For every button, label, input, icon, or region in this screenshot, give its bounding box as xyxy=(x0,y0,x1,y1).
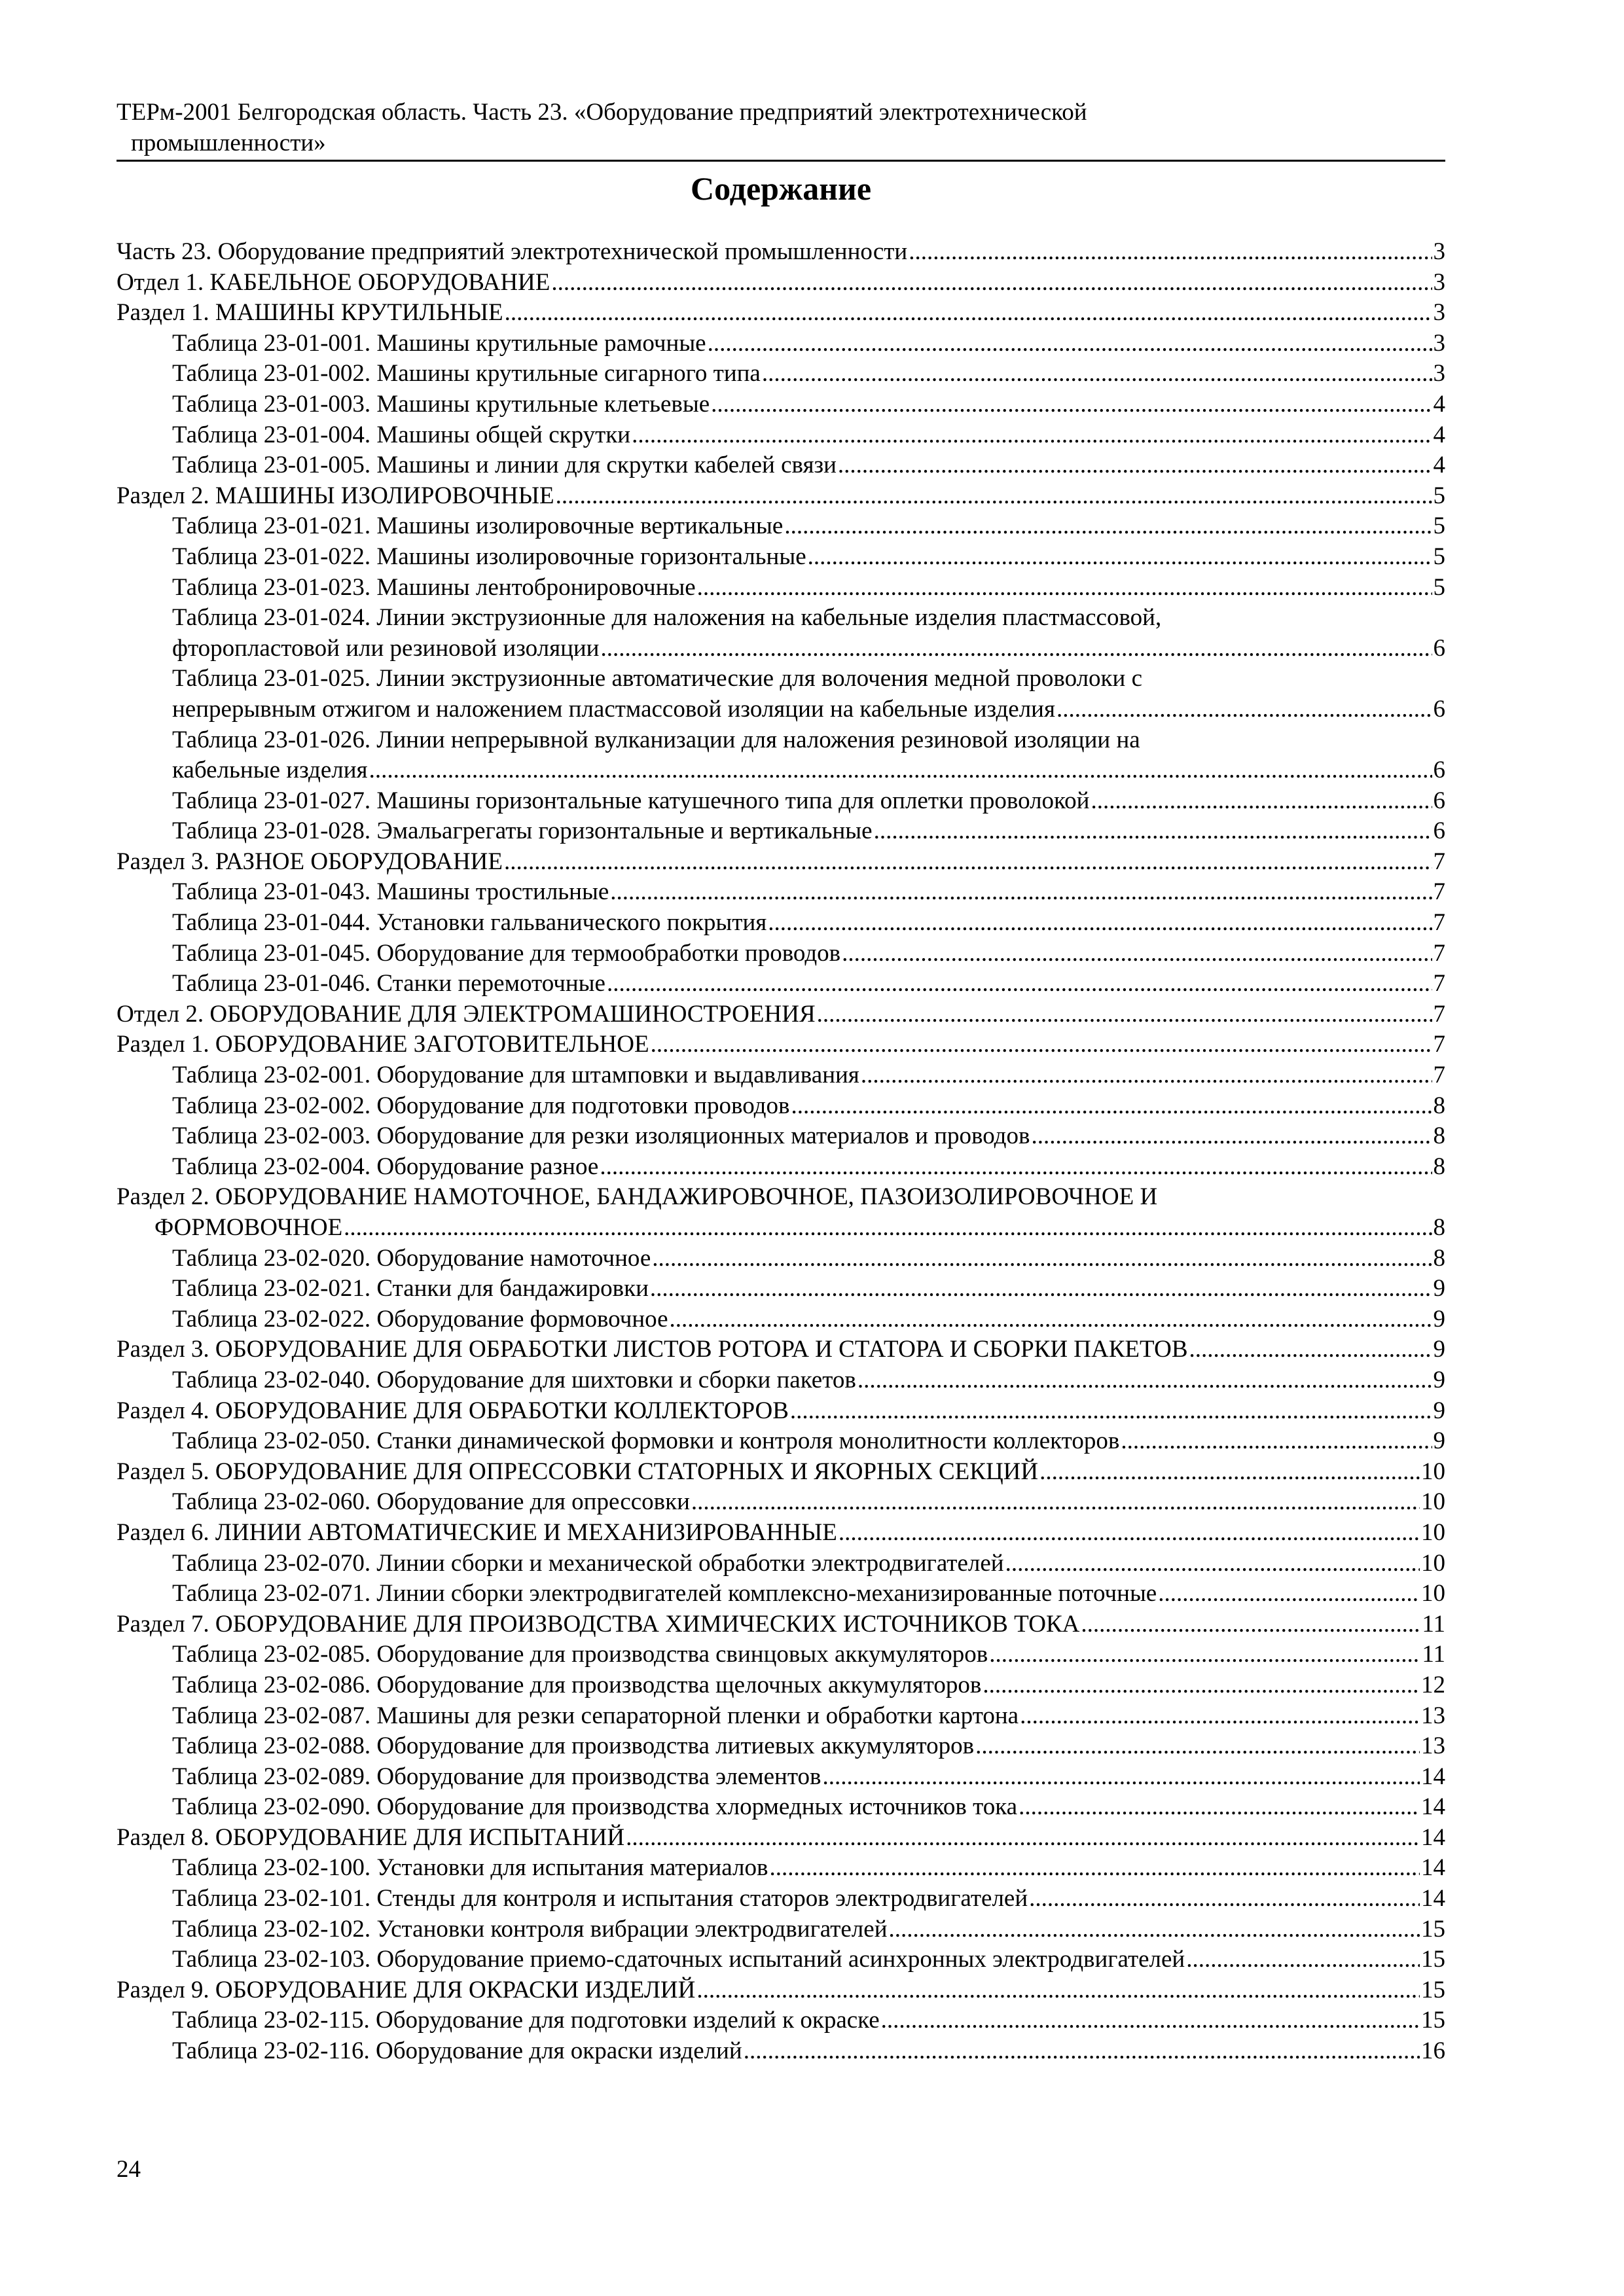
dot-leader xyxy=(823,1762,1420,1793)
page-number: 24 xyxy=(117,2156,141,2183)
dot-leader xyxy=(744,2036,1420,2067)
dot-leader xyxy=(632,420,1432,451)
toc-entry-title: Отдел 1. КАБЕЛЬНОЕ ОБОРУДОВАНИЕ xyxy=(117,268,550,296)
toc-page-number: 10 xyxy=(1421,1580,1445,1607)
toc-table-entry[interactable] xyxy=(117,1060,1445,1091)
toc-page-number: 8 xyxy=(1433,1092,1445,1119)
toc-page-number: 3 xyxy=(1433,238,1445,265)
dot-leader xyxy=(651,1030,1432,1060)
toc-entry-title: Таблица 23-02-087. Машины для резки сепараторной пленки и обработки картона xyxy=(172,1702,1019,1729)
toc-page-number: 11 xyxy=(1422,1610,1445,1638)
toc-page-number: 4 xyxy=(1433,421,1445,448)
toc-page-number: 3 xyxy=(1433,360,1445,387)
toc-table-entry[interactable] xyxy=(117,573,1445,603)
dot-leader xyxy=(1056,694,1432,725)
toc-entry-title: Таблица 23-01-023. Машины лентобронировочные xyxy=(172,573,696,601)
header-line-2: промышленности» xyxy=(131,130,326,156)
toc-page-number: 10 xyxy=(1421,1518,1445,1546)
toc-table-entry[interactable] xyxy=(117,1670,1445,1701)
toc-page-number: 6 xyxy=(1433,634,1445,662)
dot-leader xyxy=(1158,1579,1420,1609)
toc-page-number: 3 xyxy=(1433,329,1445,357)
toc-entry-title: Таблица 23-02-088. Оборудование для производства литиевых аккумуляторов xyxy=(172,1732,975,1760)
toc-entry-title: Таблица 23-02-004. Оборудование разное xyxy=(172,1153,599,1180)
toc-page-number: 14 xyxy=(1421,1823,1445,1851)
dot-leader xyxy=(607,969,1432,999)
toc-table-entry[interactable] xyxy=(117,1244,1445,1274)
toc-table-entry[interactable] xyxy=(117,450,1445,481)
toc-table-entry[interactable] xyxy=(117,2036,1445,2067)
dot-leader xyxy=(1121,1426,1432,1457)
toc-entry-title: Отдел 2. ОБОРУДОВАНИЕ ДЛЯ ЭЛЕКТРОМАШИНОСТРОЕНИЯ xyxy=(117,1000,816,1028)
toc-section-entry[interactable] xyxy=(117,1975,1445,2006)
toc-entry-title: Таблица 23-02-071. Линии сборки электродвигателей комплексно-механизированные поточные xyxy=(172,1580,1157,1607)
toc-page-number: 4 xyxy=(1433,452,1445,479)
toc-page-number: 7 xyxy=(1433,1031,1445,1058)
dot-leader xyxy=(610,877,1432,908)
toc-table-entry[interactable] xyxy=(117,664,1445,725)
toc-table-entry[interactable] xyxy=(117,786,1445,817)
table-of-contents xyxy=(117,237,1445,2067)
toc-page-number: 10 xyxy=(1421,1458,1445,1485)
toc-table-entry[interactable] xyxy=(117,1884,1445,1914)
dot-leader xyxy=(551,268,1432,298)
toc-table-entry[interactable] xyxy=(117,1365,1445,1396)
toc-section-entry[interactable] xyxy=(117,1396,1445,1427)
dot-leader xyxy=(1020,1701,1420,1732)
toc-page-number: 15 xyxy=(1421,1976,1445,2003)
dot-leader xyxy=(600,1152,1432,1183)
dot-leader xyxy=(791,1091,1432,1122)
toc-page-number: 8 xyxy=(1433,1122,1445,1150)
toc-section-entry[interactable] xyxy=(117,1030,1445,1060)
toc-section-entry[interactable] xyxy=(117,268,1445,298)
toc-page-number: 8 xyxy=(1433,1214,1445,1241)
toc-entry-title: Таблица 23-01-024. Линии экструзионные для наложения на кабельные изделия пластмассовой, xyxy=(172,604,1162,632)
toc-page-number: 6 xyxy=(1433,695,1445,723)
toc-entry-title: Таблица 23-02-115. Оборудование для подготовки изделий к окраске xyxy=(172,2007,880,2034)
dot-leader xyxy=(652,1244,1432,1274)
toc-table-entry[interactable] xyxy=(117,359,1445,389)
toc-table-entry[interactable] xyxy=(117,603,1445,664)
toc-table-entry[interactable] xyxy=(117,389,1445,420)
dot-leader xyxy=(889,1914,1420,1945)
toc-page-number: 6 xyxy=(1433,757,1445,784)
dot-leader xyxy=(556,481,1432,512)
toc-entry-title: Таблица 23-02-116. Оборудование для окраски изделий xyxy=(172,2037,742,2065)
toc-entry-title: Таблица 23-02-086. Оборудование для производства щелочных аккумуляторов xyxy=(172,1671,982,1698)
toc-table-entry[interactable] xyxy=(117,1731,1445,1762)
toc-page-number: 15 xyxy=(1421,2007,1445,2034)
toc-entry-title: Таблица 23-02-003. Оборудование для резки изоляционных материалов и проводов xyxy=(172,1122,1030,1150)
dot-leader xyxy=(504,847,1432,878)
toc-table-entry[interactable] xyxy=(117,1640,1445,1670)
toc-entry-title: Таблица 23-02-100. Установки для испытания материалов xyxy=(172,1854,768,1882)
toc-entry-title: Таблица 23-02-040. Оборудование для шихтовки и сборки пакетов xyxy=(172,1366,856,1393)
toc-entry-title: Таблица 23-02-101. Стенды для контроля и испытания статоров электродвигателей xyxy=(172,1885,1028,1912)
toc-page-number: 14 xyxy=(1421,1854,1445,1882)
toc-page-number: 8 xyxy=(1433,1244,1445,1272)
toc-page-number: 13 xyxy=(1421,1702,1445,1729)
toc-entry-title: Таблица 23-02-103. Оборудование приемо-сдаточных испытаний асинхронных электродвигателей xyxy=(172,1946,1185,1973)
toc-entry-title: Таблица 23-01-043. Машины тростильные xyxy=(172,878,609,906)
toc-entry-title: Таблица 23-01-028. Эмальагрегаты горизонтальные и вертикальные xyxy=(172,817,873,845)
toc-table-entry[interactable] xyxy=(117,1701,1445,1732)
toc-entry-title: Раздел 2. МАШИНЫ ИЗОЛИРОВОЧНЫЕ xyxy=(117,482,554,509)
toc-entry-title: Раздел 6. ЛИНИИ АВТОМАТИЧЕСКИЕ И МЕХАНИЗИРОВАННЫЕ xyxy=(117,1518,837,1546)
header-line-1: ТЕРм-2001 Белгородская область. Часть 23. «Оборудование предприятий электротехнической xyxy=(117,99,1087,126)
toc-entry-title: Раздел 1. МАШИНЫ КРУТИЛЬНЫЕ xyxy=(117,299,503,327)
dot-leader xyxy=(842,939,1432,969)
toc-entry-title: Раздел 9. ОБОРУДОВАНИЕ ДЛЯ ОКРАСКИ ИЗДЕЛИЙ xyxy=(117,1976,696,2003)
toc-entry-title: Таблица 23-01-046. Станки перемоточные xyxy=(172,970,605,997)
toc-page-number: 7 xyxy=(1433,1000,1445,1028)
toc-entry-title: Таблица 23-02-022. Оборудование формовочное xyxy=(172,1305,668,1333)
toc-section-entry[interactable] xyxy=(117,481,1445,512)
toc-entry-title: Таблица 23-02-085. Оборудование для производства свинцовых аккумуляторов xyxy=(172,1641,988,1668)
toc-entry-title: Раздел 3. ОБОРУДОВАНИЕ ДЛЯ ОБРАБОТКИ ЛИСТОВ РОТОРА И СТАТОРА И СБОРКИ ПАКЕТОВ xyxy=(117,1336,1188,1363)
running-header xyxy=(117,97,1445,158)
toc-table-entry[interactable] xyxy=(117,1549,1445,1579)
dot-leader xyxy=(601,634,1432,664)
toc-page-number: 15 xyxy=(1421,1946,1445,1973)
toc-entry-title: Таблица 23-01-044. Установки гальванического покрытия xyxy=(172,909,767,937)
toc-entry-title: Таблица 23-02-002. Оборудование для подготовки проводов xyxy=(172,1092,790,1119)
toc-page-number: 3 xyxy=(1433,299,1445,327)
toc-entry-title: Часть 23. Оборудование предприятий электротехнической промышленности xyxy=(117,238,908,265)
toc-page-number: 13 xyxy=(1421,1732,1445,1760)
toc-table-entry[interactable] xyxy=(117,2005,1445,2036)
dot-leader xyxy=(1019,1792,1420,1823)
toc-section-entry[interactable] xyxy=(117,1182,1445,1243)
toc-page-number: 7 xyxy=(1433,909,1445,937)
toc-page-number: 5 xyxy=(1433,482,1445,509)
dot-leader xyxy=(790,1396,1432,1427)
dot-leader xyxy=(839,1518,1420,1549)
toc-entry-title: Таблица 23-02-060. Оборудование для опрессовки xyxy=(172,1488,690,1516)
dot-leader xyxy=(626,1823,1420,1854)
toc-section-entry[interactable] xyxy=(117,237,1445,268)
dot-leader xyxy=(881,2005,1420,2036)
toc-entry-title: Таблица 23-02-089. Оборудование для производства элементов xyxy=(172,1763,821,1790)
toc-entry-title: Раздел 8. ОБОРУДОВАНИЕ ДЛЯ ИСПЫТАНИЙ xyxy=(117,1823,625,1851)
toc-table-entry[interactable] xyxy=(117,1091,1445,1122)
toc-page-number: 15 xyxy=(1421,1915,1445,1943)
dot-leader xyxy=(1081,1609,1420,1640)
toc-entry-title: Раздел 2. ОБОРУДОВАНИЕ НАМОТОЧНОЕ, БАНДАЖИРОВОЧНОЕ, ПАЗОИЗОЛИРОВОЧНОЕ И xyxy=(117,1183,1158,1211)
toc-entry-title: Таблица 23-02-102. Установки контроля вибрации электродвигателей xyxy=(172,1915,888,1943)
toc-page-number: 9 xyxy=(1433,1427,1445,1455)
toc-entry-title-continued: кабельные изделия xyxy=(172,757,368,784)
dot-leader xyxy=(1005,1549,1420,1579)
toc-section-entry[interactable] xyxy=(117,1518,1445,1549)
toc-table-entry[interactable] xyxy=(117,725,1445,786)
toc-page-number: 10 xyxy=(1421,1488,1445,1516)
toc-entry-title: Раздел 3. РАЗНОЕ ОБОРУДОВАНИЕ xyxy=(117,848,503,875)
toc-page-number: 7 xyxy=(1433,970,1445,997)
toc-table-entry[interactable] xyxy=(117,1426,1445,1457)
dot-leader xyxy=(857,1365,1432,1396)
toc-table-entry[interactable] xyxy=(117,1792,1445,1823)
dot-leader xyxy=(1186,1945,1420,1975)
dot-leader xyxy=(768,908,1432,939)
dot-leader xyxy=(696,1975,1420,2006)
toc-entry-title-continued: фторопластовой или резиновой изоляции xyxy=(172,634,600,662)
toc-section-entry[interactable] xyxy=(117,847,1445,878)
toc-page-number: 14 xyxy=(1421,1793,1445,1821)
dot-leader xyxy=(983,1670,1420,1701)
toc-table-entry[interactable] xyxy=(117,1579,1445,1609)
toc-entry-title: Таблица 23-02-050. Станки динамической формовки и контроля монолитности коллекторов xyxy=(172,1427,1120,1455)
dot-leader xyxy=(817,999,1432,1030)
toc-section-entry[interactable] xyxy=(117,298,1445,329)
toc-entry-title-continued: непрерывным отжигом и наложением пластмассовой изоляции на кабельные изделия xyxy=(172,695,1055,723)
toc-section-entry[interactable] xyxy=(117,1823,1445,1854)
toc-page-number: 9 xyxy=(1433,1275,1445,1302)
toc-entry-title-continued: ФОРМОВОЧНОЕ xyxy=(154,1214,343,1241)
toc-page-number: 10 xyxy=(1421,1549,1445,1577)
dot-leader xyxy=(808,542,1432,573)
toc-page-number: 12 xyxy=(1421,1671,1445,1698)
toc-table-entry[interactable] xyxy=(117,1945,1445,1975)
toc-entry-title: Раздел 4. ОБОРУДОВАНИЕ ДЛЯ ОБРАБОТКИ КОЛЛЕКТОРОВ xyxy=(117,1397,789,1424)
toc-section-entry[interactable] xyxy=(117,1457,1445,1488)
toc-page-number: 6 xyxy=(1433,787,1445,814)
toc-page-number: 8 xyxy=(1433,1153,1445,1180)
toc-page-number: 14 xyxy=(1421,1763,1445,1790)
header-rule xyxy=(117,160,1445,162)
dot-leader xyxy=(989,1640,1420,1670)
toc-entry-title: Таблица 23-01-022. Машины изолировочные горизонтальные xyxy=(172,543,806,570)
page-title: Содержание xyxy=(690,170,872,207)
dot-leader xyxy=(650,1274,1432,1304)
toc-table-entry[interactable] xyxy=(117,1853,1445,1884)
toc-table-entry[interactable] xyxy=(117,939,1445,969)
toc-table-entry[interactable] xyxy=(117,1121,1445,1152)
dot-leader xyxy=(1091,786,1432,817)
dot-leader xyxy=(697,573,1432,603)
toc-entry-title: Раздел 5. ОБОРУДОВАНИЕ ДЛЯ ОПРЕССОВКИ СТАТОРНЫХ И ЯКОРНЫХ СЕКЦИЙ xyxy=(117,1458,1039,1485)
toc-entry-title: Таблица 23-01-005. Машины и линии для скрутки кабелей связи xyxy=(172,452,837,479)
toc-entry-title: Таблица 23-01-001. Машины крутильные рамочные xyxy=(172,329,706,357)
toc-page-number: 3 xyxy=(1433,268,1445,296)
toc-entry-title: Таблица 23-02-001. Оборудование для штамповки и выдавливания xyxy=(172,1062,859,1089)
toc-page-number: 4 xyxy=(1433,390,1445,418)
toc-page-number: 16 xyxy=(1421,2037,1445,2065)
toc-page-number: 9 xyxy=(1433,1336,1445,1363)
toc-entry-title: Раздел 1. ОБОРУДОВАНИЕ ЗАГОТОВИТЕЛЬНОЕ xyxy=(117,1031,649,1058)
dot-leader xyxy=(711,389,1432,420)
toc-entry-title: Таблица 23-01-004. Машины общей скрутки xyxy=(172,421,631,448)
toc-table-entry[interactable] xyxy=(117,1152,1445,1183)
dot-leader xyxy=(838,450,1432,481)
toc-page-number: 7 xyxy=(1433,1062,1445,1089)
toc-table-entry[interactable] xyxy=(117,877,1445,908)
toc-page-number: 7 xyxy=(1433,848,1445,875)
toc-entry-title: Таблица 23-02-020. Оборудование намоточное xyxy=(172,1244,651,1272)
dot-leader xyxy=(691,1487,1420,1518)
toc-entry-title: Таблица 23-01-021. Машины изолировочные вертикальные xyxy=(172,512,784,540)
toc-page-number: 7 xyxy=(1433,878,1445,906)
toc-entry-title: Таблица 23-01-003. Машины крутильные клетьевые xyxy=(172,390,710,418)
toc-table-entry[interactable] xyxy=(117,1304,1445,1335)
dot-leader xyxy=(762,359,1432,389)
dot-leader xyxy=(769,1853,1420,1884)
toc-entry-title: Раздел 7. ОБОРУДОВАНИЕ ДЛЯ ПРОИЗВОДСТВА ХИМИЧЕСКИХ ИСТОЧНИКОВ ТОКА xyxy=(117,1610,1080,1638)
toc-table-entry[interactable] xyxy=(117,1762,1445,1793)
toc-page-number: 9 xyxy=(1433,1397,1445,1424)
toc-entry-title: Таблица 23-02-090. Оборудование для производства хлормедных источников тока xyxy=(172,1793,1018,1821)
toc-table-entry[interactable] xyxy=(117,816,1445,847)
toc-entry-title: Таблица 23-01-002. Машины крутильные сигарного типа xyxy=(172,360,761,387)
dot-leader xyxy=(1029,1884,1420,1914)
toc-page-number: 7 xyxy=(1433,939,1445,967)
toc-page-number: 6 xyxy=(1433,817,1445,845)
dot-leader xyxy=(1039,1457,1420,1488)
toc-section-entry[interactable] xyxy=(117,1609,1445,1640)
toc-page-number: 5 xyxy=(1433,512,1445,540)
toc-table-entry[interactable] xyxy=(117,908,1445,939)
toc-entry-title: Таблица 23-01-025. Линии экструзионные автоматические для волочения медной проволоки с xyxy=(172,665,1143,692)
toc-entry-title: Таблица 23-01-045. Оборудование для термообработки проводов xyxy=(172,939,841,967)
toc-entry-title: Таблица 23-01-027. Машины горизонтальные катушечного типа для оплетки проволокой xyxy=(172,787,1090,814)
toc-table-entry[interactable] xyxy=(117,969,1445,999)
toc-page-number: 5 xyxy=(1433,573,1445,601)
toc-page-number: 9 xyxy=(1433,1366,1445,1393)
dot-leader xyxy=(708,329,1432,359)
toc-table-entry[interactable] xyxy=(117,1914,1445,1945)
dot-leader xyxy=(1189,1335,1432,1365)
dot-leader xyxy=(909,237,1432,268)
dot-leader xyxy=(874,816,1432,847)
toc-page-number: 5 xyxy=(1433,543,1445,570)
toc-page-number: 14 xyxy=(1421,1885,1445,1912)
toc-table-entry[interactable] xyxy=(117,329,1445,359)
dot-leader xyxy=(975,1731,1420,1762)
toc-table-entry[interactable] xyxy=(117,511,1445,542)
dot-leader xyxy=(505,298,1432,329)
toc-page-number: 9 xyxy=(1433,1305,1445,1333)
toc-section-entry[interactable] xyxy=(117,999,1445,1030)
toc-table-entry[interactable] xyxy=(117,1274,1445,1304)
toc-table-entry[interactable] xyxy=(117,542,1445,573)
dot-leader xyxy=(784,511,1432,542)
dot-leader xyxy=(369,755,1432,786)
toc-entry-title: Таблица 23-02-021. Станки для бандажировки xyxy=(172,1275,649,1302)
dot-leader xyxy=(861,1060,1432,1091)
toc-table-entry[interactable] xyxy=(117,1487,1445,1518)
dot-leader xyxy=(344,1213,1432,1244)
toc-section-entry[interactable] xyxy=(117,1335,1445,1365)
dot-leader xyxy=(1031,1121,1432,1152)
toc-entry-title: Таблица 23-01-026. Линии непрерывной вулканизации для наложения резиновой изоляции на xyxy=(172,726,1140,753)
toc-table-entry[interactable] xyxy=(117,420,1445,451)
toc-page-number: 11 xyxy=(1422,1641,1445,1668)
dot-leader xyxy=(670,1304,1432,1335)
toc-entry-title: Таблица 23-02-070. Линии сборки и механической обработки электродвигателей xyxy=(172,1549,1004,1577)
